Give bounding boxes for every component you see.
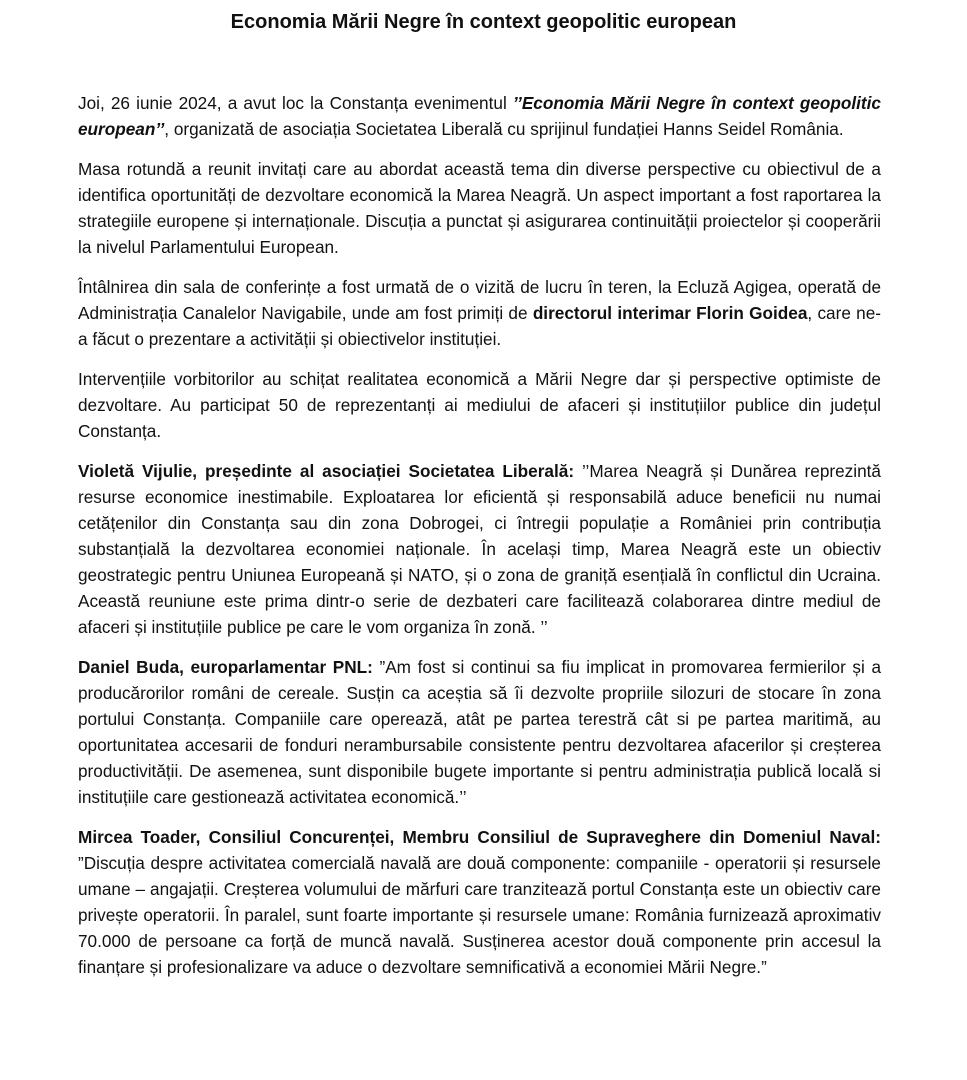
quote-buda: ”Am fost si continui sa fiu implicat in promovarea fermierilor și a producărorilor români de cereale. Susțin ca aceștia să îi dezvolte propriile silozuri de stocare în zona portului Constanța. Companiile care operează, atât pe partea terestră cât si pe partea maritimă, au oportunitatea accesarii de fonduri nerambursabile consistente pentru dezvoltarea afacerilor și creșterea productivității. De asemenea, sunt disponibile bugete importante si pentru administrația publică locală si instituțiile care gestionează activitatea economică.’’ <box>78 657 881 807</box>
document-title: Economia Mării Negre în context geopolitic european <box>230 11 737 33</box>
document-body <box>78 90 881 994</box>
director-name: directorul interimar Florin Goidea <box>532 303 808 323</box>
intro-text-end: , organizată de asociația Societatea Liberală cu sprijinul fundației Hanns Seidel România. <box>164 119 844 139</box>
event-name: ’’Economia Mării Negre în context geopolitic european’’ <box>78 93 881 139</box>
intro-text-start: Joi, 26 iunie 2024, a avut loc la Constanța evenimentul <box>78 93 513 113</box>
site-visit-text-start: Întâlnirea din sala de conferințe a fost urmată de o vizită de lucru în teren, la Ecluză Agigea, operată de Administrația Canalelor Navigabile, unde am fost primiți de <box>78 277 881 323</box>
speaker-toader: Mircea Toader, Consiliul Concurenței, Membru Consiliul de Supraveghere din Domeniul Naval: <box>78 827 881 847</box>
paragraph-quote-vijulie <box>78 458 881 640</box>
paragraph-quote-buda <box>78 654 881 810</box>
paragraph-quote-toader <box>78 824 881 980</box>
speaker-buda: Daniel Buda, europarlamentar PNL: <box>78 657 373 677</box>
paragraph-round-table: Masa rotundă a reunit invitați care au abordat această tema din diverse perspective cu obiectivul de a identifica oportunități de dezvoltare economică la Marea Neagră. Un aspect important a fost raportarea la strategiile europene și internaționale. Discuția a punctat și asigurarea continuității proiectelor și cooperării la nivelul Parlamentului European. <box>78 159 881 257</box>
quote-toader: ”Discuția despre activitatea comercială navală are două componente: companiile - operatorii și resursele umane – angajații. Creșterea volumului de mărfuri care tranzitează portul Constanța este un obiectiv care privește operatorii. În paralel, sunt foarte importante și resursele umane: România furnizează aproximativ 70.000 de persoane ca forță de muncă navală. Susținerea acestor două componente prin accesul la finanțare și profesionalizare va aduce o dezvoltare semnificativă a economiei Mării Negre.” <box>78 853 881 977</box>
paragraph-interventions: Intervențiile vorbitorilor au schițat realitatea economică a Mării Negre dar și perspective optimiste de dezvoltare. Au participat 50 de reprezentanți ai mediului de afaceri și instituțiilor publice din județul Constanța. <box>78 369 881 441</box>
paragraph-site-visit <box>78 274 881 352</box>
paragraph-intro <box>78 90 881 142</box>
site-visit-text-end: , care ne-a făcut o prezentare a activității și obiectivelor instituției. <box>78 303 881 349</box>
quote-vijulie: ’’Marea Neagră și Dunărea reprezintă resurse economice inestimabile. Exploatarea lor eficientă și responsabilă aduce beneficii nu numai cetățenilor din Constanța sau din zona Dobrogei, ci întregii populație a României prin contribuția substanțială la dezvoltarea economiei naționale. În același timp, Marea Neagră este un obiectiv geostrategic pentru Uniunea Europeană și NATO, și o zona de graniță esențială în conflictul din Ucraina. Această reuniune este prima dintr-o serie de dezbateri care facilitează colaborarea dintre mediul de afaceri și instituțiile publice pe care le vom organiza în zonă. ’’ <box>78 461 881 637</box>
speaker-vijulie: Violetă Vijulie, președinte al asociației Societatea Liberală: <box>78 461 575 481</box>
